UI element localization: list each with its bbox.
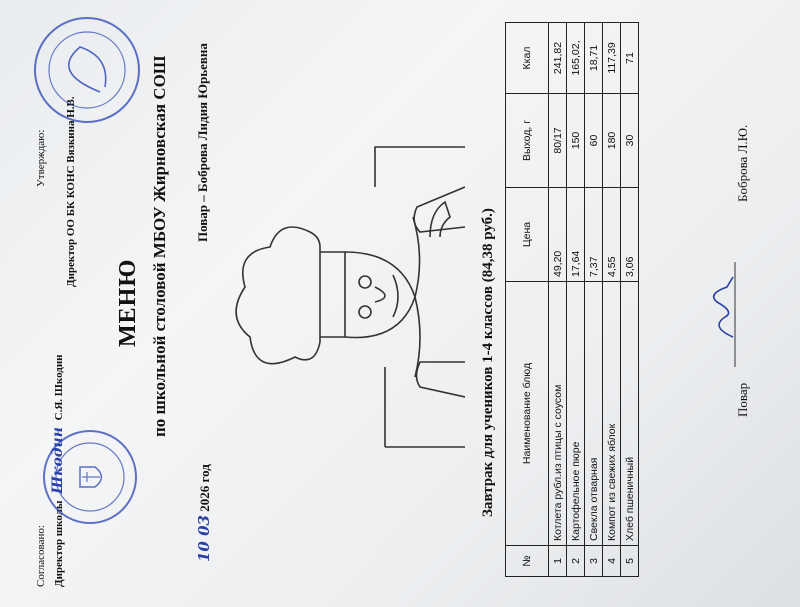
column-header-kcal: Ккал (506, 23, 549, 94)
dish-price: 17,64 (567, 188, 585, 282)
dish-portion: 60 (585, 94, 603, 188)
dish-name: Хлеб пшеничный (621, 282, 639, 546)
dish-name: Картофельное пюре (567, 282, 585, 546)
ngo-stamp (30, 12, 145, 127)
director-name: С.Я. Шкодин (53, 354, 65, 421)
date-year: 2026 год (197, 464, 212, 512)
director-title: Директор школы (53, 500, 65, 587)
row-number: 2 (567, 546, 585, 577)
footer-cook-name: Боброва Л.Ю. (735, 124, 750, 202)
director-signature: Шкодин (50, 427, 66, 494)
menu-heading: Завтрак для учеников 1-4 классов (84,38 руб.) (480, 208, 496, 517)
approved-label: Утверждаю: (35, 129, 47, 187)
dish-name: Свекла отварная (585, 282, 603, 546)
ngo-director-name: Вязкина Н.В. (65, 96, 77, 163)
column-header-portion: Выход, г (506, 94, 549, 188)
dish-kcal: 241,82 (549, 23, 567, 94)
dish-name: Компот из свежих яблок (603, 282, 621, 546)
dish-kcal: 117,39 (603, 23, 621, 94)
dish-kcal: 18,71 (585, 23, 603, 94)
dish-portion: 30 (621, 94, 639, 188)
cook-signature (705, 252, 745, 372)
table-row (603, 23, 621, 577)
row-number: 4 (603, 546, 621, 577)
ngo-director-title: Директор ОО БК КОНС (65, 165, 77, 287)
dish-portion: 180 (603, 94, 621, 188)
row-number: 5 (621, 546, 639, 577)
column-header-number: № (506, 546, 549, 577)
menu-table (505, 22, 639, 577)
dish-name: Котлета рубл.из птицы с соусом (549, 282, 567, 546)
dish-price: 4,55 (603, 188, 621, 282)
chef-illustration (225, 127, 465, 487)
column-header-price: Цена (506, 188, 549, 282)
date-handwritten: 10 03 (195, 515, 213, 562)
footer-cook-label: Повар (735, 382, 750, 417)
table-row (567, 23, 585, 577)
menu-date (195, 464, 213, 562)
dish-price: 7,37 (585, 188, 603, 282)
dish-portion: 150 (567, 94, 585, 188)
column-header-dish: Наименование блюд (506, 282, 549, 546)
agreed-label: Согласовано: (35, 525, 47, 587)
dish-price: 3,06 (621, 188, 639, 282)
menu-subtitle: по школьной столовой МБОУ Жирновская СОШ (150, 55, 169, 437)
dish-kcal: 165,02, (567, 23, 585, 94)
menu-table-header-row (506, 23, 549, 577)
dish-price: 49,20 (549, 188, 567, 282)
school-stamp (40, 427, 140, 527)
dish-portion: 80/17 (549, 94, 567, 188)
cook-line: Повар – Боброва Лидия Юрьевна (195, 43, 210, 242)
dish-kcal: 71 (621, 23, 639, 94)
row-number: 3 (585, 546, 603, 577)
table-row (585, 23, 603, 577)
table-row (549, 23, 567, 577)
menu-title: МЕНЮ (115, 258, 141, 347)
row-number: 1 (549, 546, 567, 577)
table-row (621, 23, 639, 577)
